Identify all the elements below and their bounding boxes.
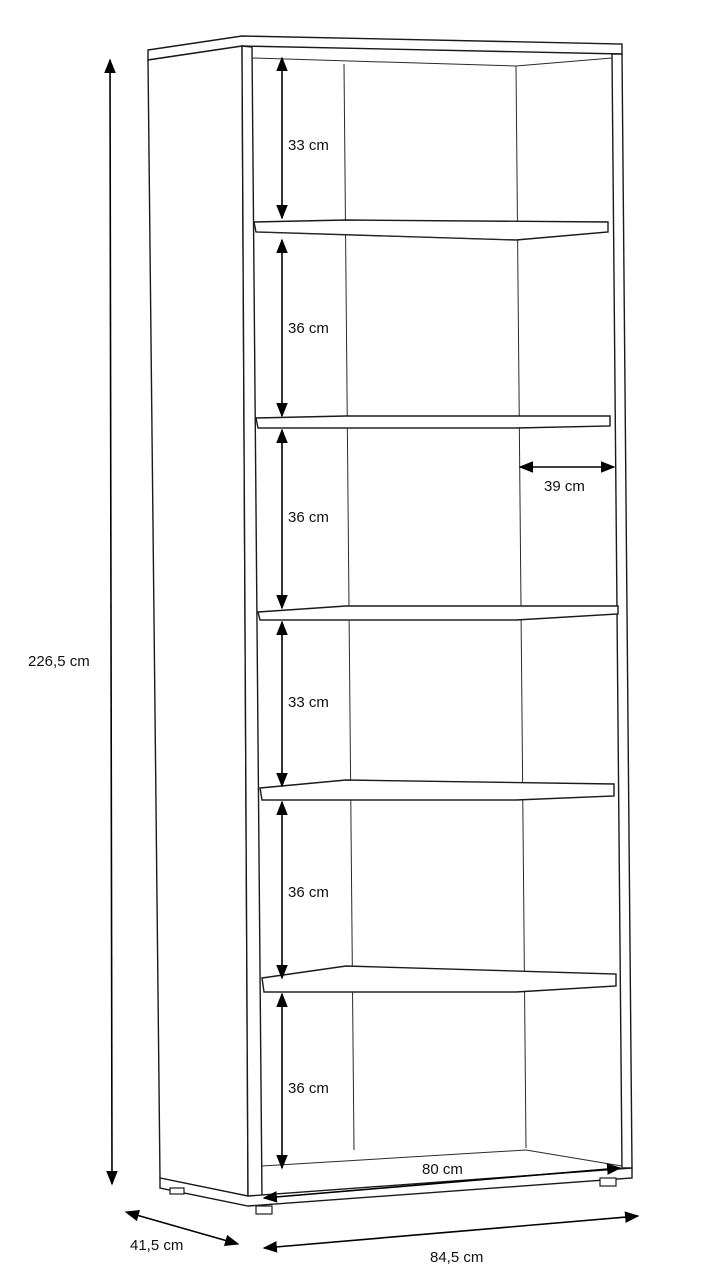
width-label: 84,5 cm <box>430 1249 484 1266</box>
compartment-2-label: 36 cm <box>288 320 329 337</box>
compartment-5-label: 36 cm <box>288 884 329 901</box>
shelf-4 <box>260 780 614 800</box>
height-arrow <box>110 60 112 1184</box>
compartment-1-label: 33 cm <box>288 137 329 154</box>
shelf-5 <box>262 966 616 992</box>
height-label: 226,5 cm <box>28 653 90 670</box>
inner-width-label: 80 cm <box>422 1161 463 1178</box>
compartment-3-label: 36 cm <box>288 509 329 526</box>
bookcase-body <box>148 36 632 1214</box>
compartment-6-label: 36 cm <box>288 1080 329 1097</box>
depth-label: 41,5 cm <box>130 1237 184 1254</box>
shelf-3 <box>258 606 618 620</box>
compartment-4-label: 33 cm <box>288 694 329 711</box>
shelf-1 <box>254 220 608 240</box>
shelf-2 <box>256 416 610 428</box>
foot-front-right <box>600 1178 616 1186</box>
foot-front-left <box>256 1206 272 1214</box>
foot-back-left <box>170 1188 184 1194</box>
left-side-panel <box>148 46 248 1196</box>
inner-depth-label: 39 cm <box>544 478 585 495</box>
width-arrow <box>264 1216 638 1248</box>
